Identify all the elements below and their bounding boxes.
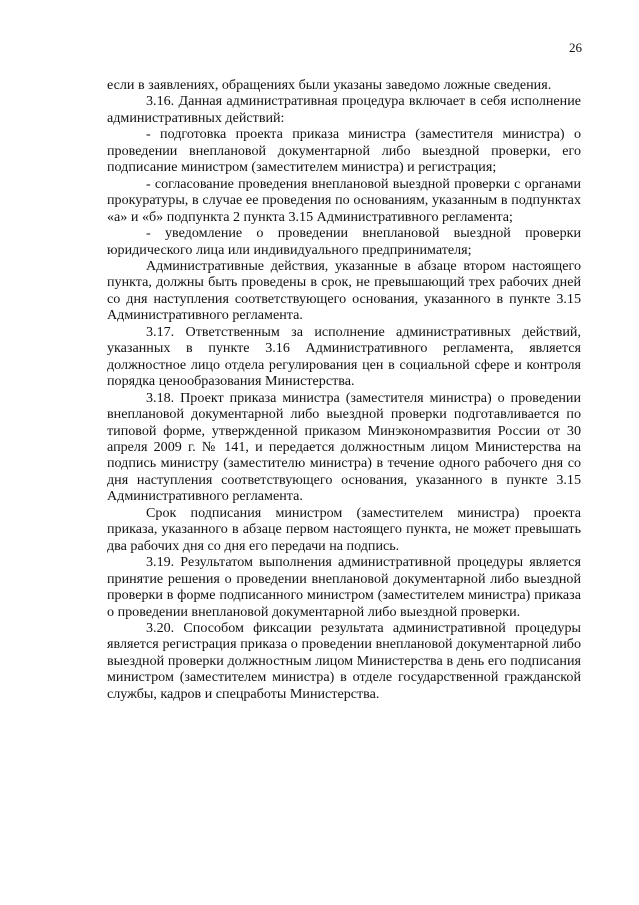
paragraph-3-20: 3.20. Способом фиксации результата административной процедуры является регистрация приказа о проведении внеплановой документарной либо выездной проверки должностным лицом Министерства в день его подписания министром (заместителем министра) в отделе государственной гражданской службы, кадров и спецработы Министерства. — [107, 619, 581, 702]
paragraph-3-16: 3.16. Данная административная процедура включает в себя исполнение административных действий: — [107, 93, 581, 126]
document-body — [107, 77, 581, 702]
paragraph-3-17: 3.17. Ответственным за исполнение административных действий, указанных в пункте 3.16 Административного регламента, является должностное лицо отдела регулирования цен в социальной сфере и контроля порядка ценообразования Министерства. — [107, 323, 581, 390]
page-number: 26 — [569, 40, 582, 55]
paragraph-continuation: если в заявлениях, обращениях были указаны заведомо ложные сведения. — [107, 77, 552, 93]
list-item-order-preparation: - подготовка проекта приказа министра (заместителя министра) о проведении внеплановой документарной либо выездной проверки, его подписание министром (заместителем министра) и регистрация; — [107, 126, 581, 176]
paragraph-3-18: 3.18. Проект приказа министра (заместителя министра) о проведении внеплановой документарной либо выездной проверки подготавливается по типовой форме, утвержденной приказом Минэкономразвития России от 30 апреля 2009 г. № 141, и передается должностным лицом Министерства на подпись министру (заместителю министра) в течение одного рабочего дня со дня наступления соответствующего основания, указанного в пункте 3.15 Административного регламента. — [107, 389, 581, 505]
paragraph-3-19: 3.19. Результатом выполнения административной процедуры является принятие решения о проведении внеплановой документарной либо выездной проверки в форме подписанного министром (заместителем министра) приказа о проведении внеплановой документарной либо выездной проверки. — [107, 554, 581, 620]
list-item-notification: - уведомление о проведении внеплановой выездной проверки юридического лица или индивидуального предпринимателя; — [107, 225, 581, 258]
paragraph-deadline: Административные действия, указанные в абзаце втором настоящего пункта, должны быть проведены в срок, не превышающий трех рабочих дней со дня наступления соответствующего основания, указанного в пункте 3.15 Административного регламента. — [107, 257, 581, 324]
list-item-prosecutor-approval: - согласование проведения внеплановой выездной проверки с органами прокуратуры, в случае ее проведения по основаниям, указанным в подпунктах «а» и «б» подпункта 2 пункта 3.15 Административного регламента; — [107, 175, 581, 225]
paragraph-signing-term: Срок подписания министром (заместителем министра) проекта приказа, указанного в абзаце первом настоящего пункта, не может превышать два рабочих дня со дня его передачи на подпись. — [107, 504, 581, 554]
